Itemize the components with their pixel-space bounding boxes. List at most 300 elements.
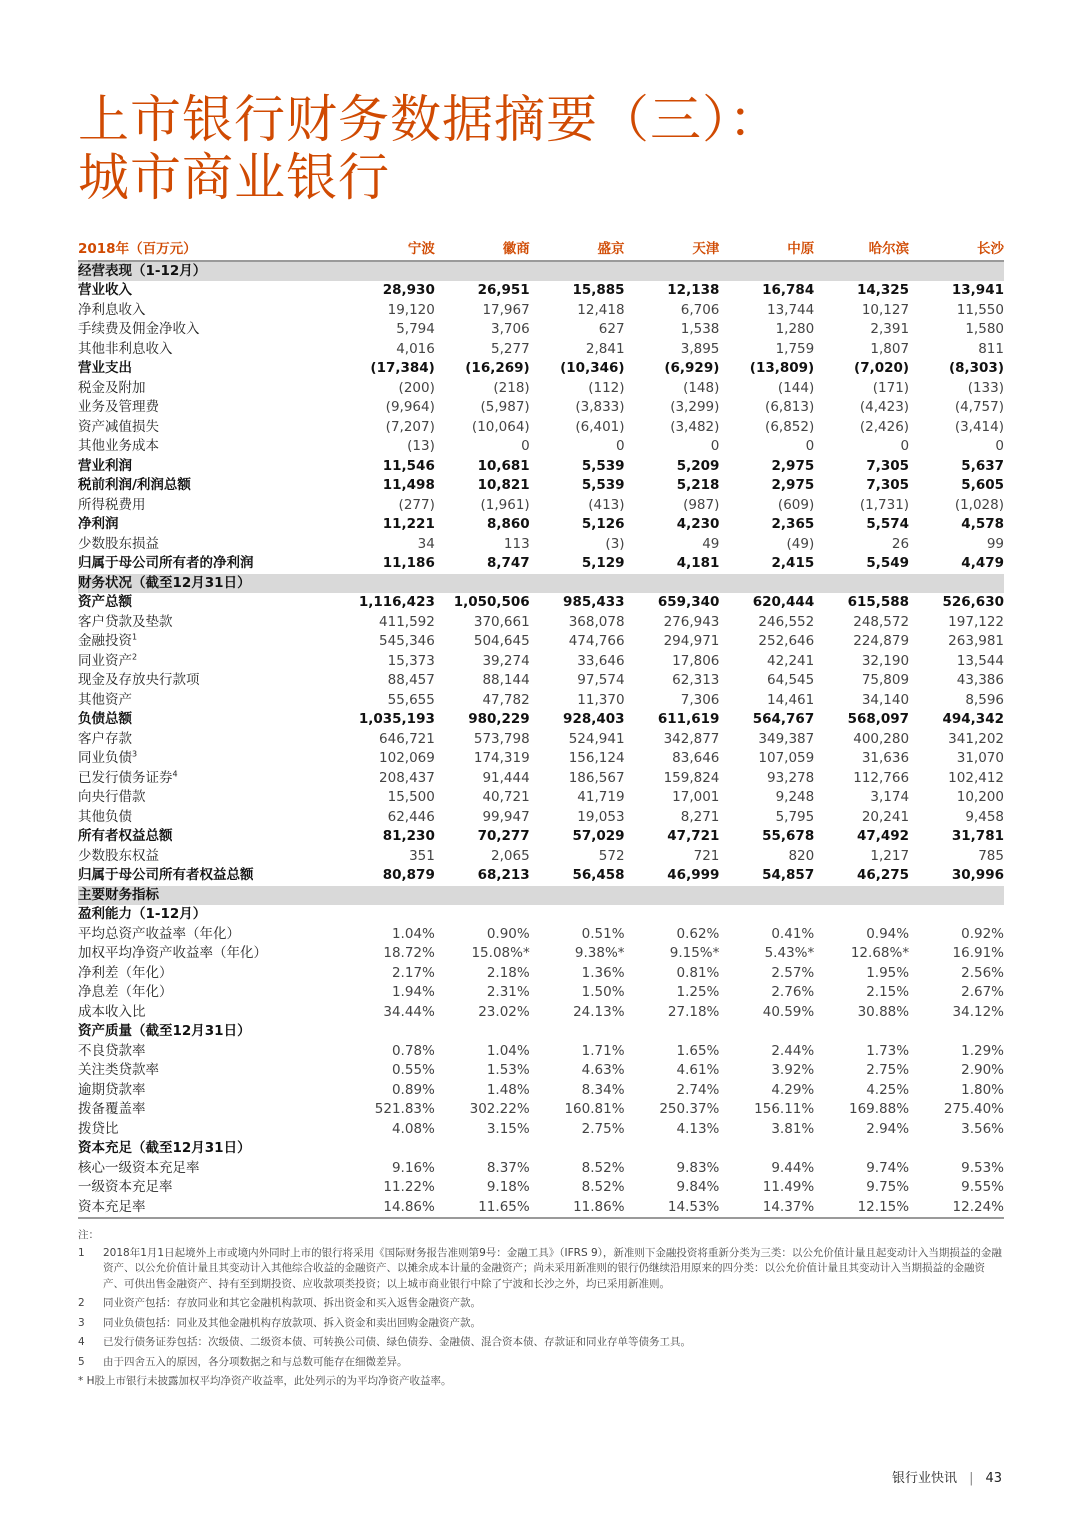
row-label [78, 1042, 340, 1062]
value-cell: 42,241 [766, 652, 815, 669]
table-row [78, 593, 1004, 613]
row-label-text: 客户存款 [78, 730, 132, 747]
value-cell: 2.90% [961, 1062, 1004, 1078]
value-cell: 40,721 [482, 789, 530, 805]
row-label-text: 拨贷比 [78, 1120, 119, 1137]
value-cell: 26,951 [477, 282, 530, 298]
value-cell: 9.44% [771, 1159, 815, 1176]
value-cell: 370,661 [473, 613, 530, 630]
value-cell: 5,795 [775, 808, 815, 825]
value-cell: 2.31% [486, 984, 530, 1000]
value-cell: 46,999 [667, 867, 720, 883]
footnote-star: * H股上市银行未披露加权平均净资产收益率，此处列示的为平均净资产收益率。 [78, 1375, 452, 1387]
value-cell: 9.18% [486, 1179, 530, 1195]
value-cell: 545,346 [379, 633, 435, 649]
value-cell: 14.86% [340, 1198, 435, 1219]
value-cell: 80,879 [382, 867, 435, 883]
value-cell: 4.13% [676, 1120, 720, 1137]
value-cell: 8,596 [965, 691, 1004, 708]
value-cell: (144) [777, 379, 815, 396]
section-row [78, 886, 1004, 906]
value-cell: 8.37% [486, 1159, 530, 1176]
table-row [78, 398, 1004, 418]
value-cell: 504,645 [473, 633, 530, 649]
value-cell: 928,403 [563, 711, 625, 727]
value-cell: 1.48% [486, 1081, 530, 1098]
table-row [78, 437, 1004, 457]
value-cell: 1,759 [775, 340, 815, 357]
value-cell: 3,174 [870, 789, 910, 805]
row-label-text: 所有者权益总额 [78, 828, 173, 844]
footnote-ref: 4 [172, 769, 178, 778]
publication-name: 银行业快讯 [892, 1471, 958, 1486]
value-cell: 1,280 [775, 321, 815, 337]
row-label [78, 535, 340, 555]
row-label-text: 其他资产 [78, 691, 132, 708]
footnote-ref: 3 [132, 749, 138, 759]
subsection-label: 资本充足（截至12月31日） [78, 1140, 251, 1156]
value-cell: 0.55% [391, 1062, 435, 1078]
value-cell: 2.75% [866, 1062, 910, 1078]
section-row [78, 574, 1004, 594]
row-label-text: 逾期贷款率 [78, 1081, 146, 1098]
value-cell: 4.29% [771, 1081, 815, 1098]
value-cell: 4,230 [676, 516, 720, 532]
value-cell: 1.50% [581, 984, 625, 1000]
value-cell: 46,275 [856, 867, 910, 883]
row-label-text: 拨备覆盖率 [78, 1101, 146, 1117]
footnote-item [78, 1246, 1004, 1293]
value-cell: 1,050,506 [453, 594, 530, 610]
value-cell: 250.37% [659, 1101, 720, 1117]
value-cell: 14.53% [625, 1198, 720, 1219]
value-cell: 3,706 [491, 321, 530, 337]
value-cell: 2.76% [771, 984, 815, 1000]
value-cell: 55,655 [387, 691, 435, 708]
value-cell: (3,414) [954, 418, 1004, 435]
row-label-text: 一级资本充足率 [78, 1179, 173, 1195]
value-cell: 1.36% [581, 964, 625, 981]
value-cell: 39,274 [482, 652, 530, 669]
value-cell: 0.51% [581, 925, 625, 942]
value-cell: 197,122 [948, 613, 1004, 630]
section-label: 经营表现（1-12月） [78, 261, 1004, 282]
row-label [78, 359, 340, 379]
table-row [78, 788, 1004, 808]
row-label [78, 281, 340, 301]
value-cell: 2,391 [870, 321, 910, 337]
value-cell: 99,947 [482, 808, 530, 825]
value-cell: 11,221 [382, 516, 435, 532]
value-cell: 980,229 [468, 711, 530, 727]
value-cell: 2,975 [771, 477, 815, 493]
row-label [78, 944, 340, 964]
value-cell: 20,241 [861, 808, 910, 825]
value-cell: 12.68%* [850, 945, 910, 961]
value-cell: 5,209 [676, 457, 720, 474]
value-cell: 2,415 [771, 555, 815, 571]
value-cell: 8,271 [680, 808, 720, 825]
row-label [78, 301, 340, 321]
footnote-item [78, 1296, 1004, 1312]
table-row [78, 983, 1004, 1003]
value-cell: 11,370 [577, 691, 625, 708]
value-cell: 224,879 [853, 633, 910, 649]
value-cell: 9.83% [676, 1159, 720, 1176]
value-cell: 160.81% [564, 1101, 625, 1117]
row-label-text: 关注类贷款率 [78, 1062, 159, 1078]
row-label [78, 866, 340, 886]
row-label-text: 资产减值损失 [78, 418, 159, 435]
footnote-number: 2 [78, 1297, 85, 1309]
row-label-text: 营业收入 [78, 282, 132, 298]
table-row [78, 1081, 1004, 1101]
value-cell: 0.78% [391, 1042, 435, 1059]
value-cell: 15,373 [387, 652, 435, 669]
row-label-text: 其他非利息收入 [78, 340, 173, 357]
value-cell: 1.53% [486, 1062, 530, 1078]
value-cell: 31,070 [956, 750, 1004, 766]
table-row [78, 281, 1004, 301]
value-cell: 12.24% [909, 1198, 1004, 1219]
value-cell: 11.22% [383, 1179, 435, 1195]
subsection-row [78, 1139, 1004, 1159]
bank-header: 天津 [625, 240, 720, 261]
value-cell: 2,365 [771, 516, 815, 532]
footnotes-heading: 注： [78, 1229, 99, 1241]
value-cell: 2,975 [771, 457, 815, 474]
row-label [78, 983, 340, 1003]
value-cell: 1.04% [486, 1042, 530, 1059]
row-label [78, 340, 340, 360]
value-cell: (8,303) [948, 360, 1004, 376]
value-cell: 2.17% [391, 964, 435, 981]
value-cell: 62,313 [672, 672, 720, 688]
value-cell: 2.67% [961, 984, 1004, 1000]
footnote-number: 4 [78, 1336, 85, 1348]
value-cell: 28,930 [382, 282, 435, 298]
value-cell: 9.84% [676, 1179, 720, 1195]
row-label [78, 1120, 340, 1140]
table-row [78, 613, 1004, 633]
value-cell: 186,567 [568, 769, 625, 786]
section-row [78, 261, 1004, 282]
subsection-row [78, 1022, 1004, 1042]
value-cell: 4.61% [676, 1062, 720, 1078]
value-cell: 33,646 [577, 652, 625, 669]
row-label [78, 847, 340, 867]
row-label-text: 资本充足率 [78, 1198, 146, 1215]
footnote-number: 1 [78, 1246, 85, 1259]
table-row [78, 710, 1004, 730]
value-cell: 5,794 [396, 321, 435, 337]
value-cell: 102,069 [379, 750, 435, 766]
value-cell: 112,766 [853, 769, 910, 786]
value-cell: (6,852) [765, 418, 815, 435]
bank-header: 宁波 [340, 240, 435, 261]
value-cell: (1,961) [480, 496, 530, 513]
value-cell: 1,035,193 [358, 711, 435, 727]
value-cell: (1,028) [954, 496, 1004, 513]
value-cell: 4.63% [581, 1062, 625, 1078]
value-cell: 368,078 [568, 613, 625, 630]
row-label [78, 1081, 340, 1101]
row-label [78, 1061, 340, 1081]
value-cell: (1,731) [859, 496, 910, 513]
value-cell: 70,277 [477, 828, 530, 844]
value-cell: 1,116,423 [358, 594, 435, 610]
value-cell: 88,144 [482, 672, 530, 688]
row-label-text: 所得税费用 [78, 496, 146, 513]
table-row [78, 1198, 1004, 1219]
value-cell: 8.34% [581, 1081, 625, 1098]
value-cell: (171) [872, 379, 910, 396]
row-label-text: 营业利润 [78, 457, 132, 474]
row-label [78, 398, 340, 418]
value-cell: 9.53% [961, 1159, 1004, 1176]
value-cell: 0.62% [676, 925, 720, 942]
value-cell: 9,458 [965, 808, 1004, 825]
value-cell: 15,885 [572, 282, 625, 298]
value-cell: 64,545 [766, 672, 815, 688]
value-cell: (6,813) [765, 399, 815, 415]
row-label [78, 1198, 340, 1219]
value-cell: 4,181 [676, 555, 720, 571]
value-cell: 54,857 [762, 867, 815, 883]
value-cell: 17,806 [672, 652, 720, 669]
value-cell: (200) [398, 379, 435, 396]
value-cell: 8.52% [581, 1179, 625, 1195]
value-cell: 659,340 [657, 594, 720, 610]
value-cell: 14.37% [719, 1198, 814, 1219]
value-cell: 24.13% [573, 1003, 625, 1020]
row-label-text: 手续费及佣金净收入 [78, 321, 200, 337]
table-row [78, 925, 1004, 945]
table-header-row [78, 240, 1004, 261]
value-cell: (5,987) [480, 399, 530, 415]
value-cell: 14,461 [766, 691, 815, 708]
value-cell: 13,544 [956, 652, 1004, 669]
table-header-label: 2018年（百万元） [78, 240, 340, 261]
row-label [78, 632, 340, 652]
table-row [78, 749, 1004, 769]
page-title-line-1: 上市银行财务数据摘要（三）： [78, 91, 781, 150]
value-cell: 474,766 [568, 633, 625, 649]
value-cell: 10,681 [477, 457, 530, 474]
value-cell: 93,278 [766, 769, 815, 786]
row-label [78, 418, 340, 438]
value-cell: 5,126 [581, 516, 625, 532]
value-cell: (277) [398, 496, 435, 513]
value-cell: 349,387 [758, 730, 815, 747]
value-cell: 99 [986, 535, 1004, 552]
value-cell: (13,809) [749, 360, 815, 376]
row-label-text: 向央行借款 [78, 789, 146, 805]
table-row [78, 535, 1004, 555]
value-cell: 294,971 [663, 633, 720, 649]
value-cell: 17,001 [672, 789, 720, 805]
value-cell: 34.44% [383, 1003, 435, 1020]
subsection-row [78, 905, 1004, 925]
value-cell: 11,186 [382, 555, 435, 571]
value-cell: 985,433 [563, 594, 625, 610]
value-cell: 1,538 [680, 321, 720, 337]
table-row [78, 320, 1004, 340]
value-cell: 263,981 [948, 633, 1004, 649]
value-cell: 47,492 [856, 828, 910, 844]
table-row [78, 847, 1004, 867]
value-cell: 572 [598, 847, 625, 864]
value-cell: 0.81% [676, 964, 720, 981]
value-cell: 16,784 [762, 282, 815, 298]
value-cell: 11.65% [435, 1198, 530, 1219]
subsection-label: 资产质量（截至12月31日） [78, 1023, 251, 1039]
row-label [78, 1003, 340, 1023]
row-label [78, 671, 340, 691]
page-title-line-2: 城市商业银行 [78, 149, 391, 208]
value-cell: 11.49% [762, 1179, 815, 1195]
value-cell: 3,895 [680, 340, 720, 357]
row-label-text: 其他负债 [78, 808, 132, 825]
row-label [78, 730, 340, 750]
page-title [78, 92, 1008, 208]
footnote-text: 2018年1月1日起境外上市或境内外同时上市的银行将采用《国际财务报告准则第9号：金融工具》（IFRS 9），新准则下金融投资将重新分类为三类：以公允价值计量且起变动计入当期损益的金融资产、以公允价值计量且其变动计入其他综合收益的金融资产、以摊余成本计量的金融资产；尚未采用新准则的银行仍继续沿用原来的四分类：以公允价值计量且其变动计入当期损益的金融资产、可供出售金融资产、持有至到期投资、应收款项类投资；以上城市商业银行中除了宁波和长沙之外，均已采用新准则。 [103, 1246, 1002, 1290]
value-cell: 494,342 [942, 711, 1004, 727]
value-cell: (3) [605, 535, 625, 552]
row-label [78, 1159, 340, 1179]
value-cell: 113 [503, 535, 530, 552]
row-label [78, 652, 340, 672]
value-cell: 573,798 [473, 730, 530, 747]
value-cell: 0 [900, 438, 910, 454]
value-cell: 47,721 [667, 828, 720, 844]
value-cell: 156.11% [754, 1101, 815, 1117]
value-cell: 1.04% [391, 925, 435, 942]
value-cell: 62,446 [387, 808, 435, 825]
value-cell: 208,437 [379, 769, 435, 786]
value-cell: 646,721 [379, 730, 435, 747]
value-cell: 0.94% [866, 925, 910, 942]
value-cell: 30,996 [951, 867, 1004, 883]
value-cell: 0 [521, 438, 530, 454]
value-cell: (7,020) [854, 360, 910, 376]
table-row [78, 808, 1004, 828]
value-cell: 11,550 [956, 301, 1004, 318]
value-cell: 11,546 [382, 457, 435, 474]
value-cell: 526,630 [942, 594, 1004, 610]
table-row [78, 515, 1004, 535]
value-cell: 6,706 [680, 301, 720, 318]
table-row [78, 827, 1004, 847]
value-cell: 5.43%* [764, 945, 815, 961]
row-label-text: 同业资产 [78, 652, 132, 669]
value-cell: 400,280 [853, 730, 910, 747]
row-label-text: 加权平均净资产收益率（年化） [78, 945, 267, 961]
value-cell: 18.72% [383, 945, 435, 961]
value-cell: 1.94% [391, 984, 435, 1000]
value-cell: 9,248 [775, 789, 815, 805]
value-cell: 521.83% [374, 1101, 435, 1117]
value-cell: 411,592 [379, 613, 435, 630]
value-cell: (9,964) [385, 399, 435, 415]
row-label [78, 554, 340, 574]
value-cell: 3.81% [771, 1120, 815, 1137]
value-cell: 40.59% [762, 1003, 815, 1020]
value-cell: 26 [891, 535, 910, 552]
value-cell: 7,306 [680, 691, 720, 708]
value-cell: 4.08% [391, 1120, 435, 1137]
value-cell: (2,426) [859, 418, 910, 435]
row-label [78, 769, 340, 789]
value-cell: 16.91% [952, 945, 1004, 961]
table-row [78, 1120, 1004, 1140]
table-row [78, 496, 1004, 516]
table-row [78, 1178, 1004, 1198]
table-row [78, 691, 1004, 711]
value-cell: 5,637 [961, 457, 1004, 474]
table-row [78, 457, 1004, 477]
value-cell: 102,412 [948, 769, 1004, 786]
value-cell: 31,636 [861, 750, 910, 766]
value-cell: 1,580 [965, 321, 1004, 337]
value-cell: 32,190 [861, 652, 910, 669]
row-label [78, 1100, 340, 1120]
section-label: 财务状况（截至12月31日） [78, 574, 1004, 594]
row-label-text: 其他业务成本 [78, 438, 159, 454]
value-cell: 34 [417, 535, 435, 552]
value-cell: 1.95% [866, 964, 910, 981]
table-row [78, 964, 1004, 984]
table-body [78, 261, 1004, 1219]
value-cell: 15,500 [387, 789, 435, 805]
row-label [78, 437, 340, 457]
value-cell: 1,807 [870, 340, 910, 357]
value-cell: 13,744 [766, 301, 815, 318]
financial-summary-table [78, 240, 1004, 1219]
value-cell: 19,120 [387, 301, 435, 318]
row-label-text: 税前利润/利润总额 [78, 477, 191, 493]
value-cell: 1.65% [676, 1042, 720, 1059]
row-label-text: 净息差（年化） [78, 984, 173, 1000]
value-cell: 820 [788, 847, 815, 864]
value-cell: (987) [683, 496, 720, 513]
value-cell: (13) [407, 438, 435, 454]
table-row [78, 1061, 1004, 1081]
value-cell: 1,217 [870, 847, 910, 864]
value-cell: 9.38%* [574, 945, 625, 961]
value-cell: 524,941 [568, 730, 625, 747]
value-cell: 2.94% [866, 1120, 910, 1137]
row-label-text: 归属于母公司所有者权益总额 [78, 867, 254, 883]
value-cell: 275.40% [943, 1101, 1004, 1117]
bank-header: 哈尔滨 [814, 240, 909, 261]
value-cell: (10,064) [471, 418, 530, 435]
value-cell: 34,140 [861, 691, 910, 708]
bank-header: 中原 [719, 240, 814, 261]
table-row [78, 1159, 1004, 1179]
footnote-text: 已发行债务证券包括：次级债、二级资本债、可转换公司债、绿色债券、金融债、混合资本债、存款证和同业存单等债务工具。 [103, 1336, 691, 1348]
value-cell: 3.15% [486, 1120, 530, 1137]
value-cell: 568,097 [847, 711, 910, 727]
value-cell: 19,053 [577, 808, 625, 825]
row-label-text: 净利息收入 [78, 301, 146, 318]
value-cell: 9.74% [866, 1159, 910, 1176]
table-row [78, 866, 1004, 886]
table-row [78, 301, 1004, 321]
table-row [78, 554, 1004, 574]
value-cell: 5,539 [581, 457, 625, 474]
value-cell: 627 [598, 321, 625, 337]
